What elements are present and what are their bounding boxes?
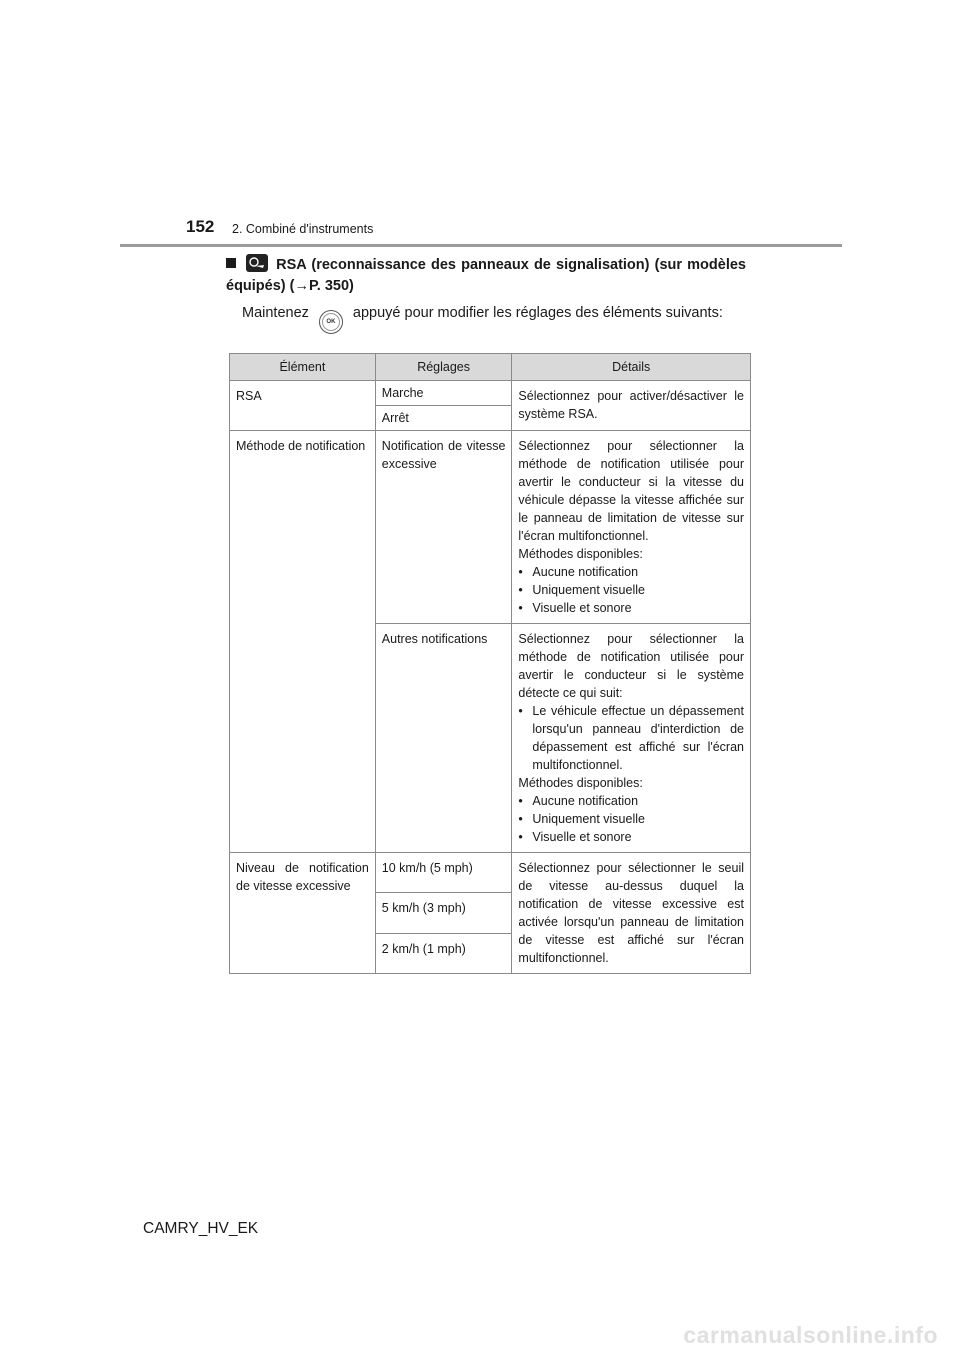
square-bullet-icon <box>226 258 236 268</box>
header-details: Détails <box>512 354 751 381</box>
element-notification-method: Méthode de notification <box>230 431 376 853</box>
table-row <box>230 381 751 406</box>
section-heading <box>226 254 746 297</box>
watermark: carmanualsonline.info <box>683 1322 938 1348</box>
setting-arret: Arrêt <box>375 406 512 431</box>
instruction-after: appuyé pour modifier les réglages des éléments suivants: <box>352 305 723 321</box>
details-text: Sélectionnez pour sélectionner la méthode de notification utilisée pour avertir le conducteur si le système détecte ce qui suit: <box>518 632 744 700</box>
setting-overspeed-notification: Notification de vitesse excessive <box>375 431 512 624</box>
table-row <box>230 853 751 893</box>
page-reference-link[interactable]: P. 350) <box>308 278 354 294</box>
setting-marche: Marche <box>375 381 512 406</box>
details-speed-threshold: Sélectionnez pour sélectionner le seuil de vitesse au-dessus duquel la notification de vitesse excessive est activée lorsqu'un panneau de limitation de vitesse est affiché sur l'écran multifonctionnel. <box>512 853 751 974</box>
header-settings: Réglages <box>375 354 512 381</box>
table-header-row <box>230 354 751 381</box>
list-item: • Aucune notification <box>518 792 744 810</box>
page-number: 152 <box>186 217 215 236</box>
methods-title: Méthodes disponibles: <box>518 776 643 790</box>
settings-table <box>229 353 751 974</box>
list-item: • Aucune notification <box>518 563 744 581</box>
header-element: Élément <box>230 354 376 381</box>
setting-other-notifications: Autres notifications <box>375 624 512 853</box>
list-item: • Visuelle et sonore <box>518 599 744 617</box>
traffic-sign-icon <box>246 254 268 272</box>
instruction-before: Maintenez <box>242 305 309 321</box>
element-speed-threshold: Niveau de notification de vitesse excessive <box>230 853 376 974</box>
chapter-title: 2. Combiné d'instruments <box>232 222 374 236</box>
details-rsa: Sélectionnez pour activer/désactiver le système RSA. <box>512 381 751 431</box>
setting-5kmh: 5 km/h (3 mph) <box>375 893 512 933</box>
details-text: Sélectionnez pour sélectionner la méthode de notification utilisée pour avertir le conducteur si la vitesse du véhicule dépasse la vitesse affichée sur le panneau de limitation de vitesse sur l'écran multifonctionnel. <box>518 439 744 543</box>
methods-title: Méthodes disponibles: <box>518 547 643 561</box>
table-row <box>230 431 751 624</box>
ok-button-icon: OK <box>319 310 343 334</box>
model-code: CAMRY_HV_EK <box>143 1220 259 1237</box>
details-overspeed-notification <box>512 431 751 624</box>
list-item: • Uniquement visuelle <box>518 810 744 828</box>
ref-arrow: → <box>294 278 309 294</box>
setting-2kmh: 2 km/h (1 mph) <box>375 933 512 973</box>
header-rule <box>120 244 842 247</box>
list-item: • Visuelle et sonore <box>518 828 744 846</box>
details-other-notifications <box>512 624 751 853</box>
setting-10kmh: 10 km/h (5 mph) <box>375 853 512 893</box>
instruction-text <box>226 303 746 334</box>
heading-text: RSA (reconnaissance des panneaux de signalisation) (sur modèles équipés) ( <box>226 257 746 294</box>
rsa-section <box>226 254 746 334</box>
list-item: • Uniquement visuelle <box>518 581 744 599</box>
methods-list <box>518 563 744 617</box>
element-rsa: RSA <box>230 381 376 431</box>
cases-list <box>518 702 744 774</box>
methods-list <box>518 792 744 846</box>
list-item: • Le véhicule effectue un dépassement lorsqu'un panneau d'interdiction de dépassement est affiché sur l'écran multifonctionnel. <box>518 702 744 774</box>
